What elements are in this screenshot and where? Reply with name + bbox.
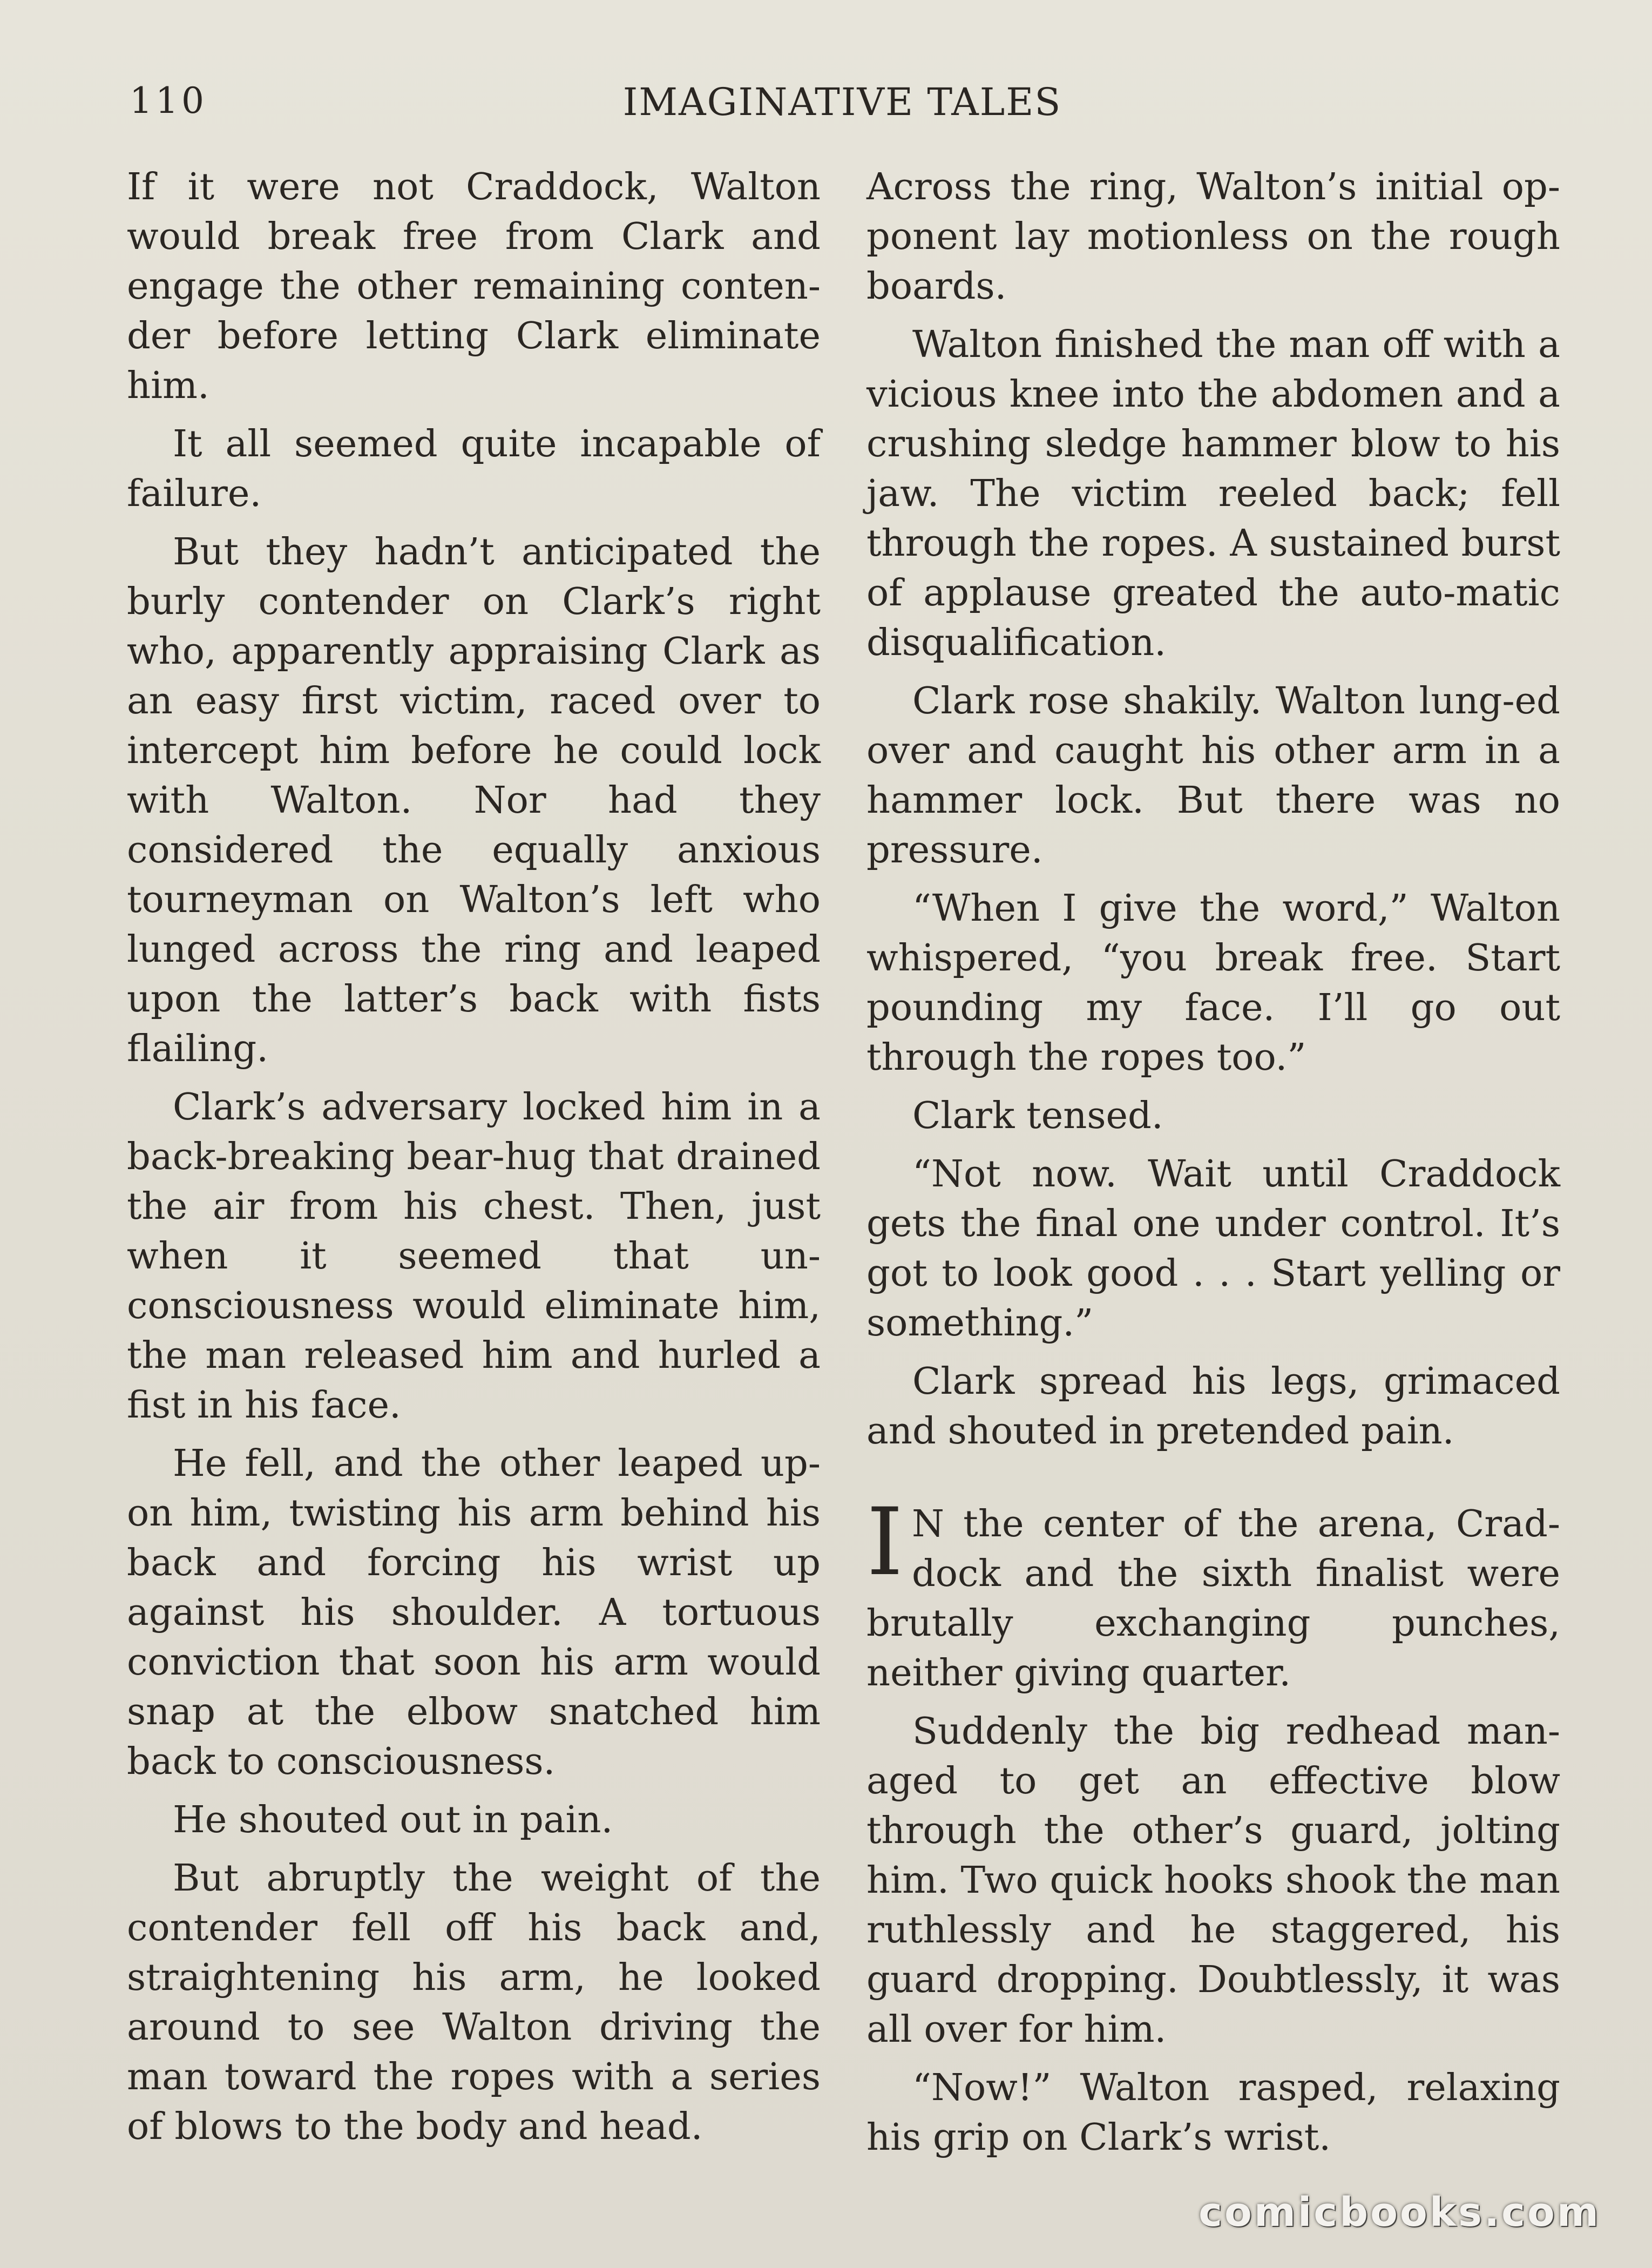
paragraph: Clark’s adversary locked him in a back-breaking bear-hug that drained the air from his chest. Then, just when it seemed that un-consciousness would eliminate him, the man released him and hurled a fist in his face. xyxy=(127,1085,821,1427)
paragraph: But abruptly the weight of the contender fell off his back and, straightening his arm, he looked around to see Walton driving the man toward the ropes with a series of blows to the body and head. xyxy=(127,1857,821,2148)
watermark: comicbooks.com xyxy=(1199,2189,1601,2236)
paragraph: “When I give the word,” Walton whispered, “you break free. Start pounding my face. I’ll go out through the ropes too.” xyxy=(866,887,1560,1079)
paragraph: He fell, and the other leaped up-on him, twisting his arm behind his back and forcing his wrist up against his shoulder. A tortuous conviction that soon his arm would snap at the elbow snatched him back to consciousness. xyxy=(127,1442,821,1783)
paragraph: Clark spread his legs, grimaced and shouted in pretended pain. xyxy=(866,1360,1560,1453)
page-number: 110 xyxy=(130,80,207,122)
running-title: IMAGINATIVE TALES xyxy=(622,80,1062,124)
paragraph: “Now!” Walton rasped, relaxing his grip on Clark’s wrist. xyxy=(866,2066,1560,2159)
section-opening-paragraph xyxy=(866,1488,1560,1698)
left-column xyxy=(127,162,821,2160)
paragraph: It all seemed quite incapable of failure. xyxy=(127,422,821,515)
paragraph: “Not now. Wait until Craddock gets the final one under control. It’s got to look good . . . Start yelling or something.” xyxy=(866,1152,1560,1345)
paragraph: Clark rose shakily. Walton lung-ed over and caught his other arm in a hammer lock. But there was no pressure. xyxy=(866,679,1560,872)
drop-cap: I xyxy=(866,1488,903,1596)
right-column xyxy=(866,162,1560,2171)
paragraph: Across the ring, Walton’s initial op-ponent lay motionless on the rough boards. xyxy=(866,165,1560,308)
paragraph: He shouted out in pain. xyxy=(173,1798,613,1841)
paragraph: Suddenly the big redhead man-aged to get an effective blow through the other’s guard, jolting him. Two quick hooks shook the man ruthlessly and he staggered, his guard dropping. Doubtlessly, it was all over for him. xyxy=(866,1710,1560,2051)
paragraph: Walton finished the man off with a vicious knee into the abdomen and a crushing sledge hammer blow to his jaw. The victim reeled back; fell through the ropes. A sustained burst of applause greated the auto-matic disqualification. xyxy=(866,323,1560,664)
paragraph: Clark tensed. xyxy=(912,1094,1163,1137)
paragraph: If it were not Craddock, Walton would break free from Clark and engage the other remaining conten-der before letting Clark eliminate him. xyxy=(127,165,821,407)
paragraph: But they hadn’t anticipated the burly contender on Clark’s right who, apparently appraising Clark as an easy first victim, raced over to intercept him before he could lock with Walton. Nor had they considered the equally anxious tourneyman on Walton’s left who lunged across the ring and leaped upon the latter’s back with fists flailing. xyxy=(127,530,821,1070)
page-header xyxy=(130,80,1555,134)
drop-cap-paragraph-text: N the center of the arena, Crad-dock and the sixth finalist were brutally exchanging punches, neither giving quarter. xyxy=(866,1502,1560,1695)
